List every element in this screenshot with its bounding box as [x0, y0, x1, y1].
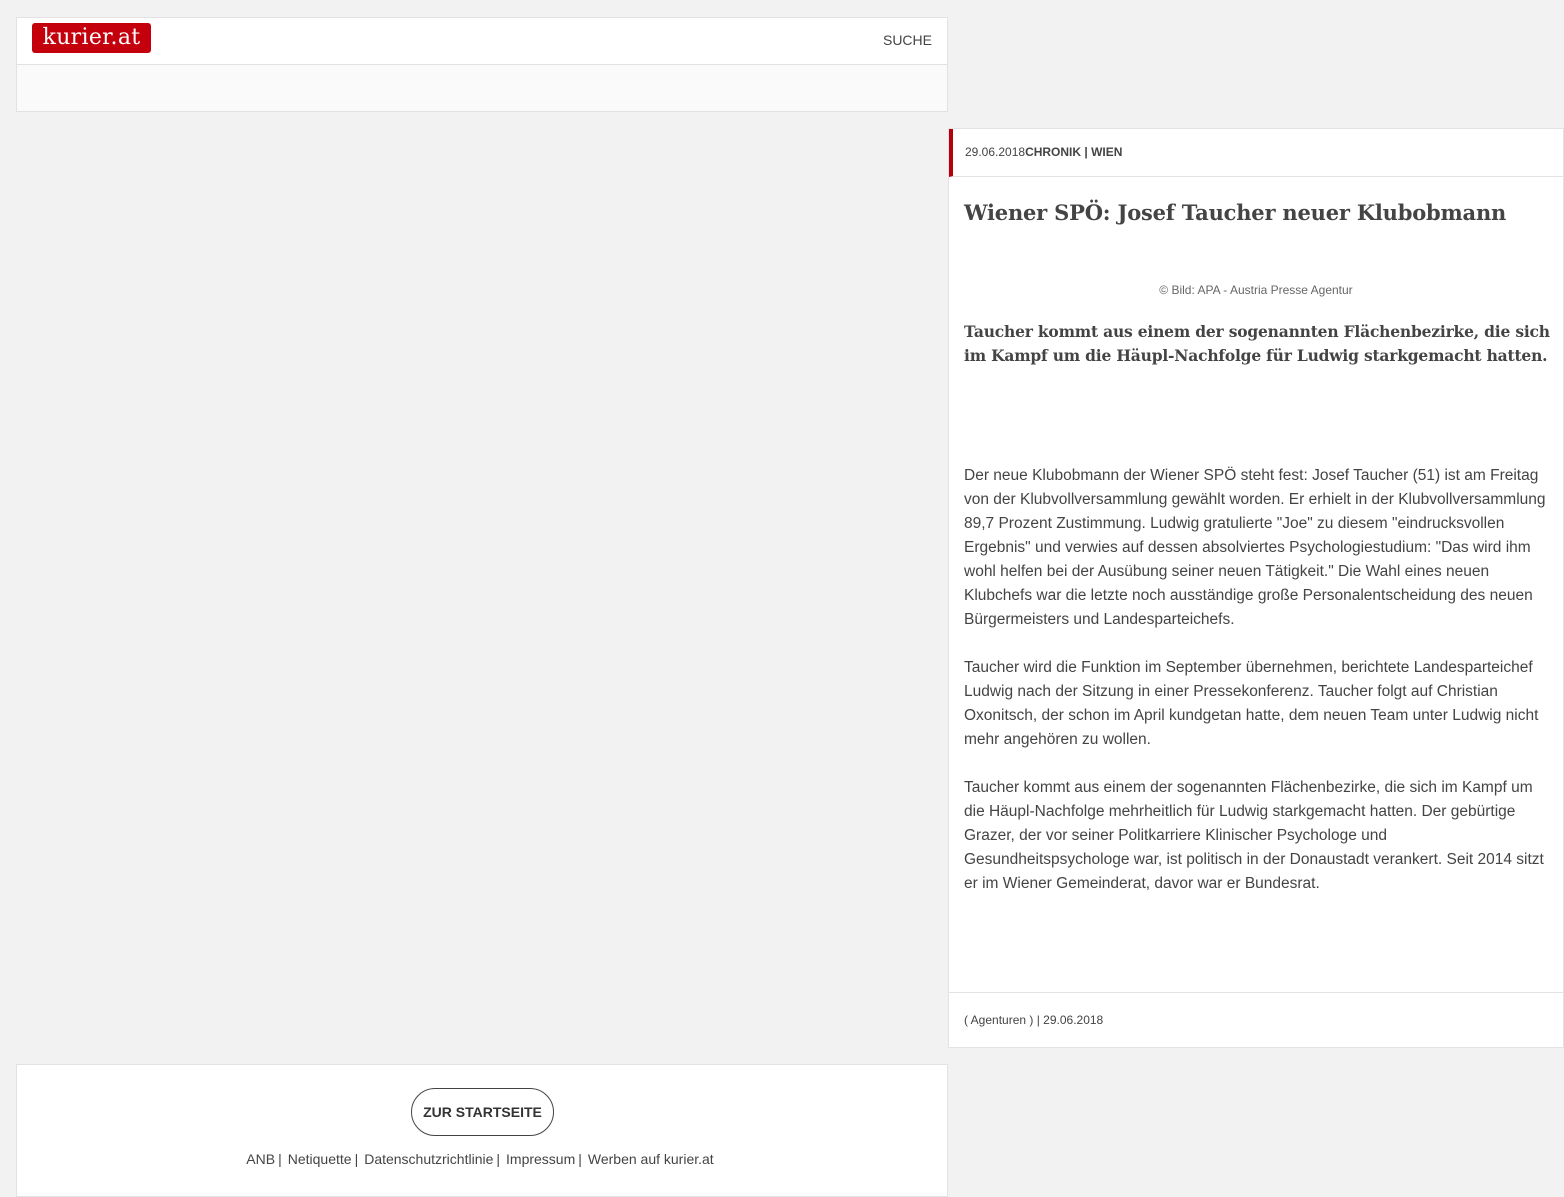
site-header [16, 17, 948, 65]
site-logo[interactable]: kurier.at [32, 23, 151, 53]
article-paragraph: Taucher kommt aus einem der sogenannten Flächenbezirke, die sich im Kampf um die Häupl-Nachfolge mehrheitlich für Ludwig starkgemacht hatten. Der gebürtige Grazer, der vor seiner Politkarriere Klinischer Psychologe und Gesundheitspsychologe war, ist politisch in der Donaustadt verankert. Seit 2014 sitzt er im Wiener Gemeinderat, davor war er Bundesrat. [964, 779, 1544, 892]
footer-link-anb[interactable]: ANB [246, 1151, 276, 1167]
article-lead: Taucher kommt aus einem der sogenannten Flächenbezirke, die sich im Kampf um die Häupl-Nachfolge für Ludwig starkgemacht hatten. [964, 322, 1550, 365]
footer-separator: | [578, 1151, 582, 1167]
home-button[interactable]: ZUR STARTSEITE [411, 1088, 554, 1136]
footer-separator: | [496, 1151, 501, 1167]
article-meta-bar [949, 129, 1563, 177]
search-link[interactable]: SUCHE [882, 32, 932, 48]
article-paragraph: Der neue Klubobmann der Wiener SPÖ steht fest: Josef Taucher (51) ist am Freitag von der Klubvollversammlung gewählt worden. Er erhielt in der Klubvollversammlung 89,7 Prozent Zustimmung. Ludwig gratulierte "Joe" zu diesem "eindrucksvollen Ergebnis" und verwies auf dessen absolviertes Psychologiestudium: "Das wird ihm wohl helfen bei der Ausübung seiner neuen Tätigkeit." Die Wahl eines neuen Klubchefs war die letzte noch ausständige große Personalentscheidung des neuen Bürgermeisters und Landesparteichefs. [964, 467, 1546, 628]
article-category[interactable]: CHRONIK | WIEN [1025, 145, 1123, 159]
footer-link-netiquette[interactable]: Netiquette [287, 1151, 352, 1167]
footer-separator: | [354, 1151, 359, 1167]
page-footer [16, 1064, 948, 1197]
footer-links [17, 1151, 943, 1167]
image-credit: © Bild: APA - Austria Presse Agentur [1159, 283, 1353, 297]
article-body [964, 464, 1552, 920]
article-date: 29.06.2018 [965, 145, 1026, 159]
article-source-footer: ( Agenturen ) | 29.06.2018 [949, 992, 1563, 1048]
article-paragraph: Taucher wird die Funktion im September übernehmen, berichtete Landesparteichef Ludwig nach der Sitzung in einer Pressekonferenz. Taucher folgt auf Christian Oxonitsch, der schon im April kundgetan hatte, dem neuen Team unter Ludwig nicht mehr angehören zu wollen. [964, 659, 1539, 748]
footer-link-imprint[interactable]: Impressum [506, 1151, 576, 1167]
article-card [948, 128, 1564, 1048]
article-title: Wiener SPÖ: Josef Taucher neuer Klubobmann [964, 200, 1507, 225]
footer-separator: | [278, 1151, 282, 1167]
footer-link-privacy[interactable]: Datenschutzrichtlinie [364, 1151, 494, 1167]
footer-link-advertise[interactable]: Werben auf kurier.at [587, 1151, 714, 1167]
sub-navigation-bar [16, 64, 948, 112]
